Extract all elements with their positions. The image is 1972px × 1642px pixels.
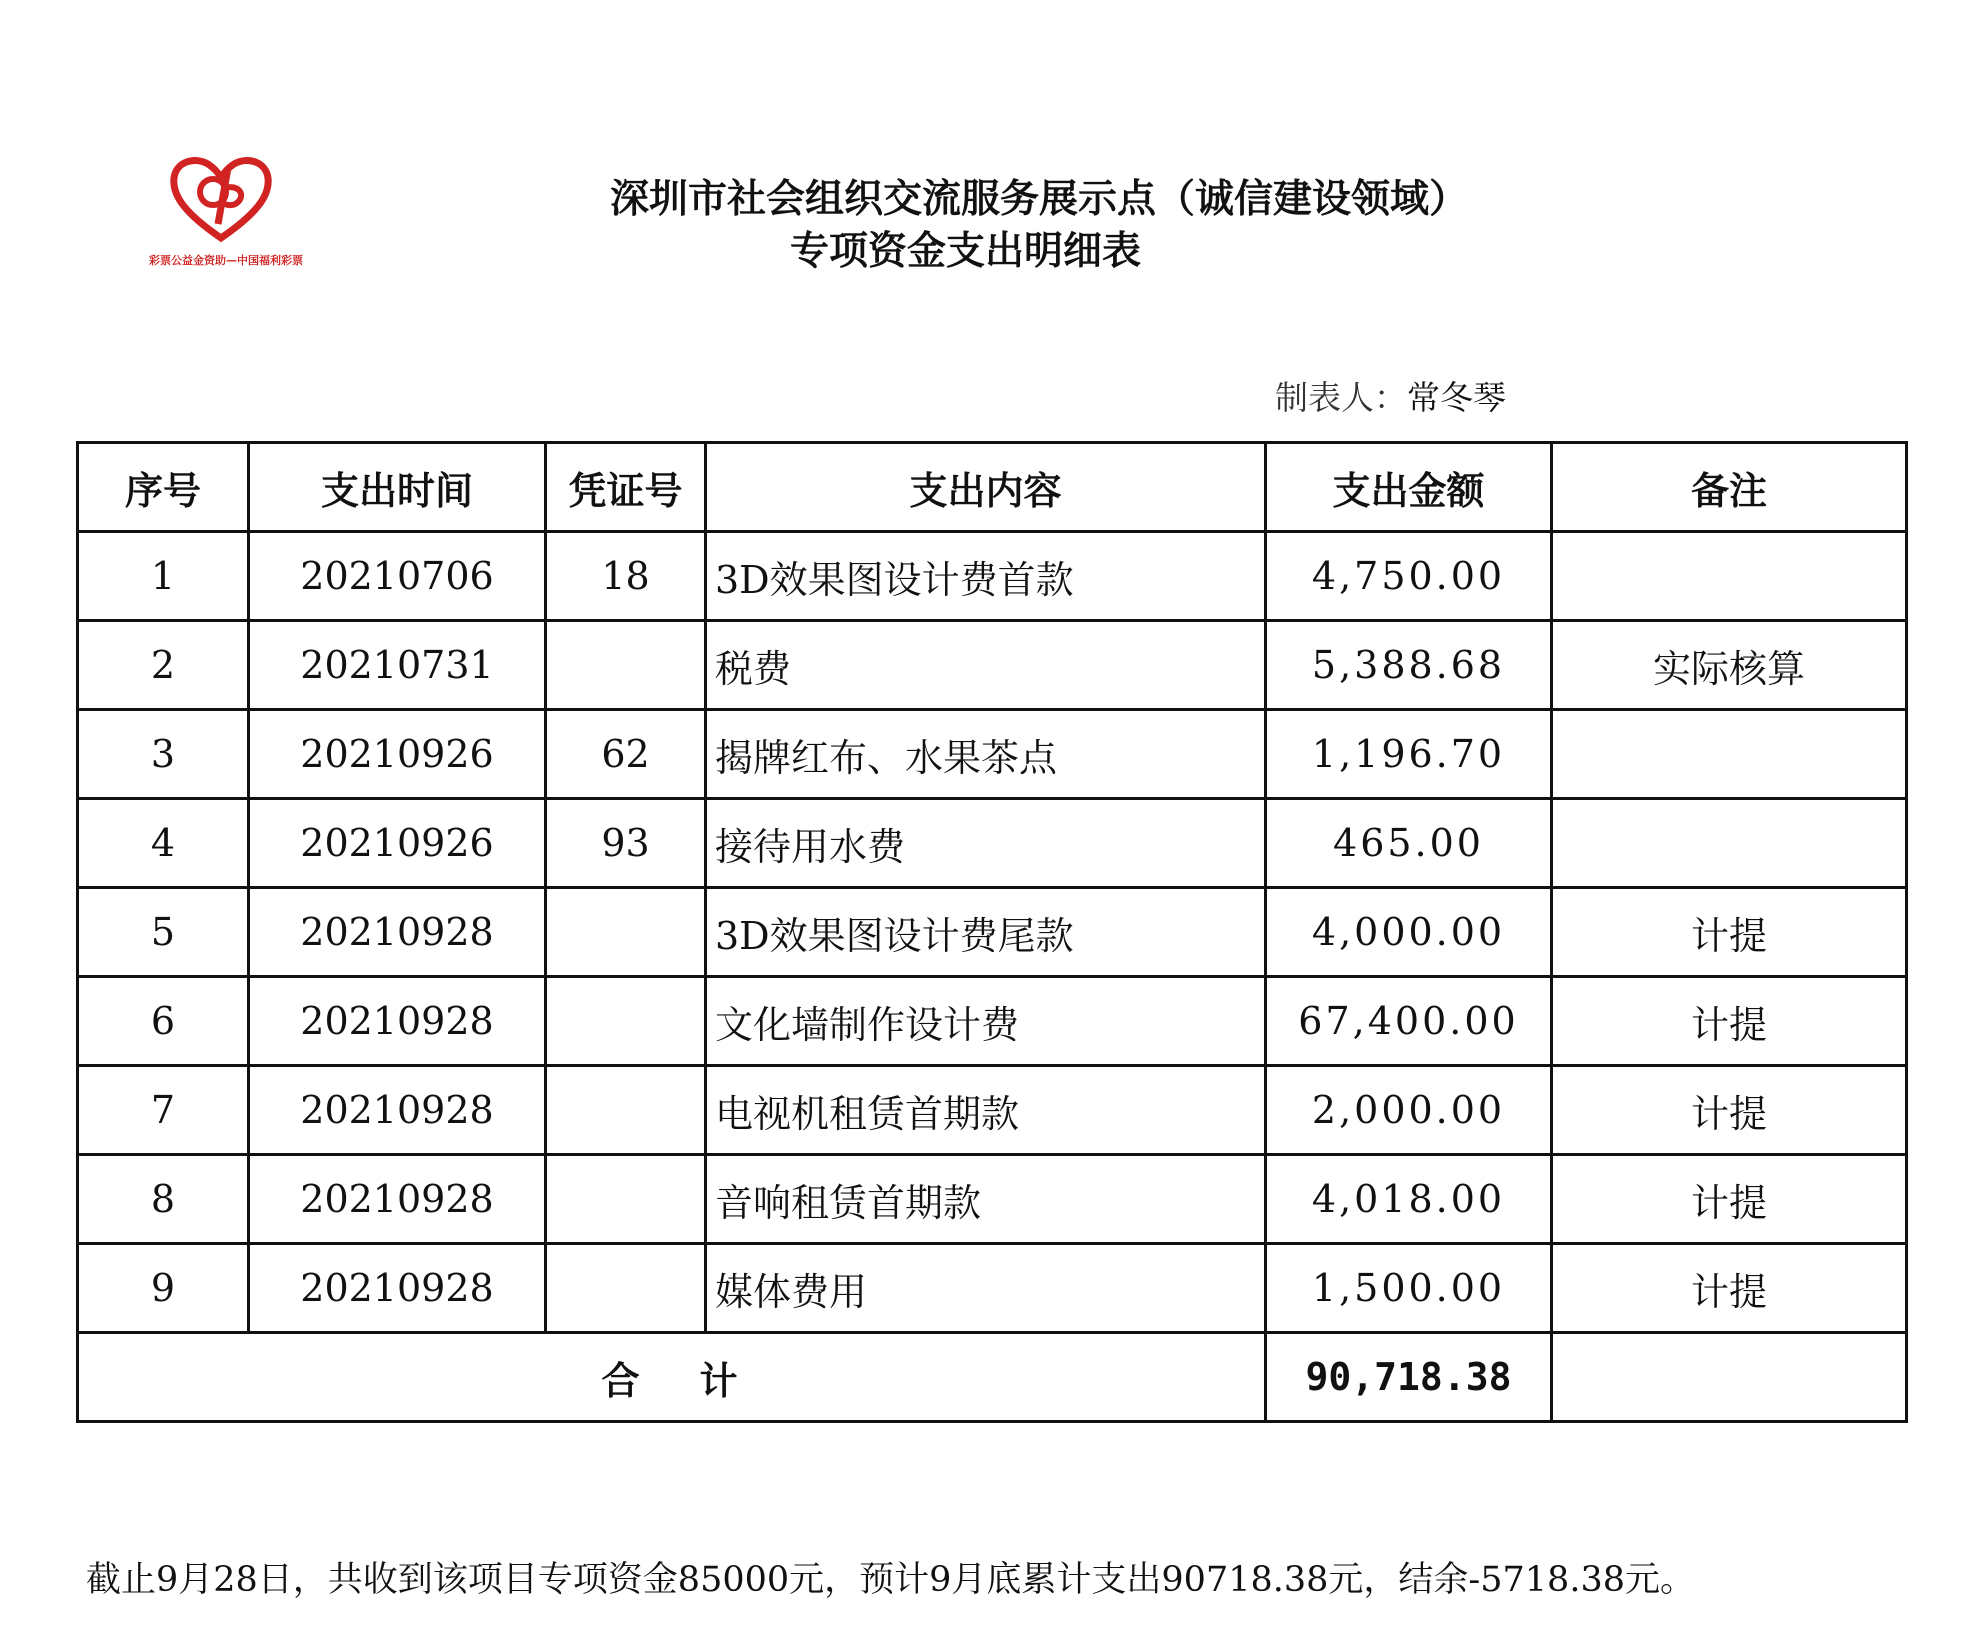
cell-note [1552,710,1907,799]
cell-content: 接待用水费 [706,799,1266,888]
header-date: 支出时间 [249,443,546,532]
table-header-row [78,443,1907,532]
cell-note: 计提 [1552,1066,1907,1155]
header-content: 支出内容 [706,443,1266,532]
page-subtitle: 专项资金支出明细表 [790,229,1142,274]
cell-no: 7 [78,1066,249,1155]
cell-voucher: 62 [546,710,706,799]
cell-note: 计提 [1552,977,1907,1066]
table-row [78,1066,1907,1155]
total-label-part2: 计 [699,1358,742,1403]
welfare-lottery-logo [136,154,316,274]
preparer-label: 制表人： [1275,378,1407,417]
footer-note: 截止9月28日，共收到该项目专项资金85000元，预计9月底累计支出90718.38元，结余-5718.38元。 [86,1560,1695,1600]
total-note [1552,1333,1907,1422]
cell-content: 揭牌红布、水果茶点 [706,710,1266,799]
cell-voucher: 93 [546,799,706,888]
cell-voucher [546,621,706,710]
cell-no: 9 [78,1244,249,1333]
cell-content: 3D效果图设计费尾款 [706,888,1266,977]
cell-date: 20210928 [249,888,546,977]
cell-amount: 2,000.00 [1266,1066,1552,1155]
cell-voucher [546,1244,706,1333]
table-row [78,532,1907,621]
cell-amount: 1,500.00 [1266,1244,1552,1333]
cell-date: 20210928 [249,1244,546,1333]
cell-content: 税费 [706,621,1266,710]
heart-logo-icon [166,154,276,244]
cell-voucher: 18 [546,532,706,621]
cell-amount: 4,750.00 [1266,532,1552,621]
cell-no: 1 [78,532,249,621]
table-row [78,621,1907,710]
cell-voucher [546,1066,706,1155]
cell-amount: 4,000.00 [1266,888,1552,977]
cell-date: 20210926 [249,710,546,799]
cell-note: 实际核算 [1552,621,1907,710]
cell-date: 20210928 [249,977,546,1066]
page-title: 深圳市社会组织交流服务展示点（诚信建设领域） [610,177,1469,222]
total-amount: 90,718.38 [1266,1333,1552,1422]
table-row [78,888,1907,977]
cell-no: 2 [78,621,249,710]
table-row [78,710,1907,799]
cell-date: 20210928 [249,1066,546,1155]
header-voucher: 凭证号 [546,443,706,532]
cell-amount: 67,400.00 [1266,977,1552,1066]
cell-no: 4 [78,799,249,888]
total-label-part1: 合 [601,1358,644,1403]
expense-table [76,441,1908,1423]
cell-date: 20210706 [249,532,546,621]
cell-content: 电视机租赁首期款 [706,1066,1266,1155]
cell-no: 5 [78,888,249,977]
header-amount: 支出金额 [1266,443,1552,532]
cell-content: 音响租赁首期款 [706,1155,1266,1244]
table-row [78,1244,1907,1333]
cell-note: 计提 [1552,1155,1907,1244]
cell-voucher [546,888,706,977]
cell-amount: 465.00 [1266,799,1552,888]
cell-amount: 4,018.00 [1266,1155,1552,1244]
cell-note: 计提 [1552,1244,1907,1333]
table-row [78,1155,1907,1244]
cell-note [1552,532,1907,621]
cell-content: 3D效果图设计费首款 [706,532,1266,621]
cell-no: 8 [78,1155,249,1244]
cell-amount: 1,196.70 [1266,710,1552,799]
cell-date: 20210731 [249,621,546,710]
cell-note [1552,799,1907,888]
cell-no: 3 [78,710,249,799]
cell-no: 6 [78,977,249,1066]
header-no: 序号 [78,443,249,532]
cell-content: 媒体费用 [706,1244,1266,1333]
preparer-line [1275,372,1506,419]
table-row [78,977,1907,1066]
cell-content: 文化墙制作设计费 [706,977,1266,1066]
header-note: 备注 [1552,443,1907,532]
cell-note: 计提 [1552,888,1907,977]
logo-caption: 彩票公益金资助—中国福利彩票 [149,254,303,267]
cell-date: 20210926 [249,799,546,888]
cell-amount: 5,388.68 [1266,621,1552,710]
table-row [78,799,1907,888]
cell-voucher [546,1155,706,1244]
cell-voucher [546,977,706,1066]
cell-date: 20210928 [249,1155,546,1244]
total-label [78,1333,1266,1422]
preparer-name: 常冬琴 [1407,378,1506,417]
total-row [78,1333,1907,1422]
